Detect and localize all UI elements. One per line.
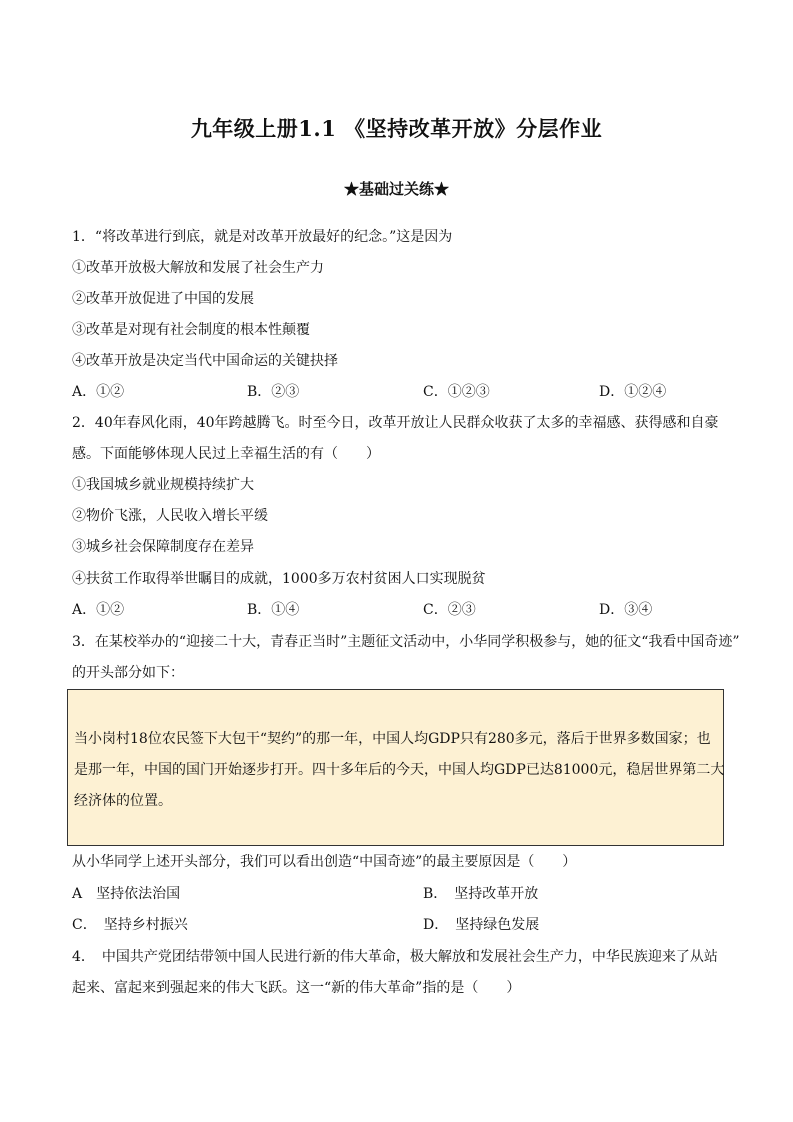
q3-stem-line-1: 3．在某校举办的“迎接二十大，青春正当时”主题征文活动中，小华同学积极参与，她的征文“我看中国奇迹” bbox=[72, 634, 740, 650]
q2-item-2: ②物价飞涨，人民收入增长平缓 bbox=[72, 508, 268, 524]
q1-stem: 1．“将改革进行到底，就是对改革开放最好的纪念。”这是因为 bbox=[72, 229, 453, 245]
q2-item-1: ①我国城乡就业规模持续扩大 bbox=[72, 477, 254, 493]
q3-option-a[interactable]: A 坚持依法治国 bbox=[72, 886, 181, 902]
q3-quote-line-3: 经济体的位置。 bbox=[74, 793, 172, 809]
q4-stem-line-1: 4． 中国共产党团结带领中国人民进行新的伟大革命，极大解放和发展社会生产力，中华民族迎来了从站 bbox=[72, 949, 718, 965]
q3-option-d[interactable]: D． 坚持绿色发展 bbox=[423, 917, 540, 933]
q1-option-b[interactable]: B．②③ bbox=[247, 384, 300, 400]
q2-option-b[interactable]: B．①④ bbox=[247, 602, 300, 618]
q4-stem-line-2: 起来、富起来到强起来的伟大飞跃。这一“新的伟大革命”指的是（ ） bbox=[72, 980, 521, 996]
q1-item-2: ②改革开放促进了中国的发展 bbox=[72, 291, 254, 307]
q3-option-c[interactable]: C． 坚持乡村振兴 bbox=[72, 917, 188, 933]
q1-option-d[interactable]: D．①②④ bbox=[599, 384, 667, 400]
q2-item-3: ③城乡社会保障制度存在差异 bbox=[72, 539, 254, 555]
q3-options-row-1 bbox=[72, 884, 722, 904]
q2-options bbox=[72, 600, 722, 620]
q2-option-d[interactable]: D．③④ bbox=[599, 602, 653, 618]
q1-item-3: ③改革是对现有社会制度的根本性颠覆 bbox=[72, 322, 310, 338]
q3-question: 从小华同学上述开头部分，我们可以看出创造“中国奇迹”的最主要原因是（ ） bbox=[72, 854, 577, 870]
q3-quote-line-1: 当小岗村18位农民签下大包干“契约”的那一年，中国人均GDP只有280多元，落后于世界多数国家；也 bbox=[74, 731, 711, 747]
q1-item-1: ①改革开放极大解放和发展了社会生产力 bbox=[72, 260, 324, 276]
q1-option-a[interactable]: A．①② bbox=[72, 384, 125, 400]
q3-quote-box bbox=[67, 689, 724, 846]
q1-item-4: ④改革开放是决定当代中国命运的关键抉择 bbox=[72, 353, 338, 369]
q2-stem-line-1: 2．40年春风化雨，40年跨越腾飞。时至今日，改革开放让人民群众收获了太多的幸福感、获得感和自豪 bbox=[72, 415, 719, 431]
q2-stem-line-2: 感。下面能够体现人民过上幸福生活的有（ ） bbox=[72, 446, 380, 462]
q2-option-a[interactable]: A．①② bbox=[72, 602, 125, 618]
q3-stem-line-2: 的开头部分如下： bbox=[72, 665, 184, 681]
q3-option-b[interactable]: B． 坚持改革开放 bbox=[423, 886, 539, 902]
section-title: ★基础过关练★ bbox=[343, 180, 449, 198]
q3-options-row-2 bbox=[72, 915, 722, 935]
page-title: 九年级上册1.1 《坚持改革开放》分层作业 bbox=[190, 116, 603, 141]
q3-quote-line-2: 是那一年，中国的国门开始逐步打开。四十多年后的今天，中国人均GDP已达81000元，稳居世界第二大 bbox=[74, 762, 725, 778]
q2-option-c[interactable]: C．②③ bbox=[423, 602, 476, 618]
q1-option-c[interactable]: C．①②③ bbox=[423, 384, 490, 400]
q1-options bbox=[72, 382, 722, 402]
q2-item-4: ④扶贫工作取得举世瞩目的成就，1000多万农村贫困人口实现脱贫 bbox=[72, 571, 486, 587]
